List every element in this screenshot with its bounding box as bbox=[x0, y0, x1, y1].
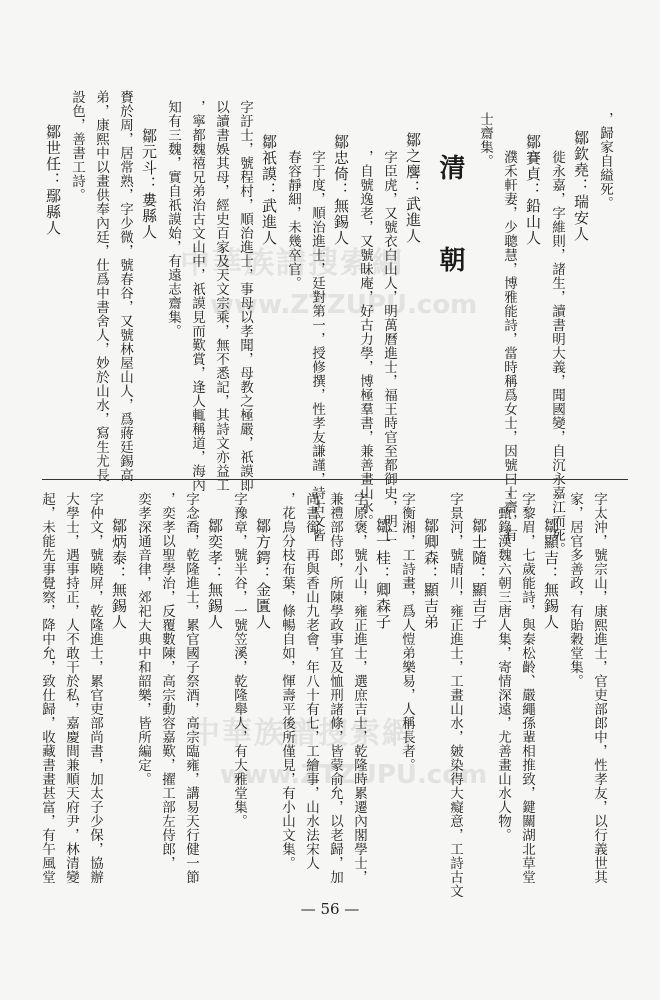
top-head-3: 鄒忠倚：無錫人 bbox=[332, 134, 350, 246]
bottom-col-16: 起，未能先事覺察，降中允，致仕歸，收藏書畫甚富，有午風堂 bbox=[39, 492, 55, 884]
bottom-head-6: 鄒炳泰：無錫人 bbox=[110, 518, 128, 630]
top-col-9: 以讀書娛其母，經史百家及天文宗乘，無不悉記，其詩文亦益工 bbox=[213, 100, 229, 492]
top-head-2: 鄒之麐：武進人 bbox=[404, 132, 422, 244]
bottom-col-0: 字太沖，號宗山，康熙進士，官吏部郎中，性孝友，以行義世其 bbox=[591, 492, 607, 884]
bottom-col-7: 兼禮部侍郎，所陳學政事宜及恤刑諸條，皆蒙俞允，以老歸，加 bbox=[327, 492, 343, 884]
bottom-col-11: 字念喬，乾隆進士，累官國子祭酒，高宗臨雍，講易天行健一節 bbox=[183, 492, 199, 884]
bottom-head-0: 鄒顯吉：無錫人 bbox=[542, 518, 560, 630]
bottom-col-13: 奕孝深通音律，郊祀大典中和韶樂，皆所編定。 bbox=[135, 492, 151, 786]
top-col-4: 字臣虎，又號衣白山人，明萬曆進士，福王時官至都御史，明亡 bbox=[381, 150, 397, 542]
top-col-14: 設色，善書工詩。 bbox=[69, 90, 85, 202]
top-head-6: 鄒世任：鄢縣人 bbox=[44, 124, 62, 236]
bottom-col-6: 字原褒，號小山，雍正進士，選庶吉士，乾隆時累遷內閣學士， bbox=[351, 492, 367, 884]
section-divider bbox=[42, 479, 628, 480]
top-col-8: 字訏士，號程村，順治進士，事母以孝聞，母教之極嚴，祇謨即 bbox=[237, 100, 253, 492]
top-col-5: ，自號逸老，又號昧庵，好古力學，博極羣書，兼善畫山水。 bbox=[357, 150, 373, 528]
top-col-1: 徙永嘉，字維則，諸生，讀書明大義，聞國變，自沉永嘉江而死。 bbox=[549, 150, 565, 556]
watermark-bottom-en: www.ZTZUPU.com bbox=[220, 760, 488, 790]
bottom-col-9: ，花鳥分枝布葉，條暢自如，惲壽平後所僅見，有小山文集。 bbox=[279, 492, 295, 870]
bottom-col-3: ，甄錄漢魏六朝三唐人集，寄情深遠，尤善畫山水人物。 bbox=[495, 492, 511, 842]
top-col-10: ，寧都魏禧兄弟治古文山中，祇謨見而歎賞，逢人輒稱道，海內 bbox=[189, 100, 205, 492]
top-col-6: 字于度，順治進士，廷對第一，授修撰，性孝友謙謹，詩古文皆 bbox=[309, 150, 325, 542]
bottom-col-4: 字景河，號晴川，雍正進士，工畫山水，皴染得大癡意，工詩古文 bbox=[447, 492, 463, 898]
top-head-4: 鄒祇謨：武進人 bbox=[260, 134, 278, 246]
top-head-0: 鄒欽堯：瑞安人 bbox=[572, 130, 590, 242]
bottom-col-10: 字豫章，號半谷，一號笠溪，乾隆舉人，有大雅堂集。 bbox=[231, 492, 247, 828]
top-col-3: 士齋集。 bbox=[477, 112, 493, 168]
top-col-0: ，歸家自縊死。 bbox=[597, 112, 613, 210]
bottom-col-8: 尚書銜，再與香山九老會，年八十有七，工繪事，山水法宋人 bbox=[303, 492, 319, 870]
bottom-col-12: ，奕孝以聖學治，反覆數陳，高宗動容嘉歎，擢工部左侍郎， bbox=[159, 492, 175, 870]
watermark-bottom-cn: 中華族譜搜索網 bbox=[190, 716, 414, 751]
bottom-head-5: 鄒奕孝：無錫人 bbox=[206, 518, 224, 630]
top-col-12: 賚於周，居常熟，字少微，號春谷，又號林屋山人，爲蔣廷錫高 bbox=[117, 90, 133, 482]
bottom-col-1: 家，居官多善政，有貽穀堂集。 bbox=[567, 492, 583, 688]
bottom-head-2: 鄒卿森：顯吉弟 bbox=[422, 518, 440, 630]
bottom-col-5: 字衡湘，工詩畫，爲人愷弟樂易，人稱長者。 bbox=[399, 492, 415, 772]
bottom-head-3: 鄒一桂：卿森子 bbox=[374, 518, 392, 630]
top-head-5: 鄒元斗：婁縣人 bbox=[140, 128, 158, 240]
section-title-qing: 清 朝 bbox=[435, 154, 465, 292]
bottom-head-1: 鄒士隨：顯吉子 bbox=[470, 518, 488, 630]
bottom-col-2: 字黎眉，七歲能詩，與秦松齡、嚴繩孫輩相推致，鍵關湖北草堂 bbox=[519, 492, 535, 884]
watermark-top-cn: 中華族譜搜索網 bbox=[180, 246, 404, 281]
bottom-head-4: 鄒方鍔：金匱人 bbox=[254, 518, 272, 630]
top-col-2: 濮禾軒妻，少聰慧，博雅能詩，當時稱爲女士，因號曰士齋，有 bbox=[501, 150, 517, 542]
page-number: — 56 — bbox=[300, 900, 360, 918]
watermark-top-en: www.ZTZUPU.com bbox=[210, 290, 478, 320]
top-col-7: 春容靜細，未幾卒官。 bbox=[285, 150, 301, 290]
top-col-11: 知有三魏，實自祇謨始，有遠志齋集。 bbox=[165, 100, 181, 338]
top-head-1: 鄒賽貞：鉛山人 bbox=[524, 134, 542, 246]
bottom-col-14: 字仲文，號曉屏，乾隆進士，累官吏部尚書，加太子少保，協辦 bbox=[87, 492, 103, 884]
bottom-col-15: 大學士，遇事持正，人不敢干於私，嘉慶間兼順天府尹，林清變 bbox=[63, 492, 79, 884]
top-col-13: 弟，康熙中以畫供奉內廷，仕爲中書舍人，妙於山水，寫生尤長 bbox=[93, 90, 109, 482]
